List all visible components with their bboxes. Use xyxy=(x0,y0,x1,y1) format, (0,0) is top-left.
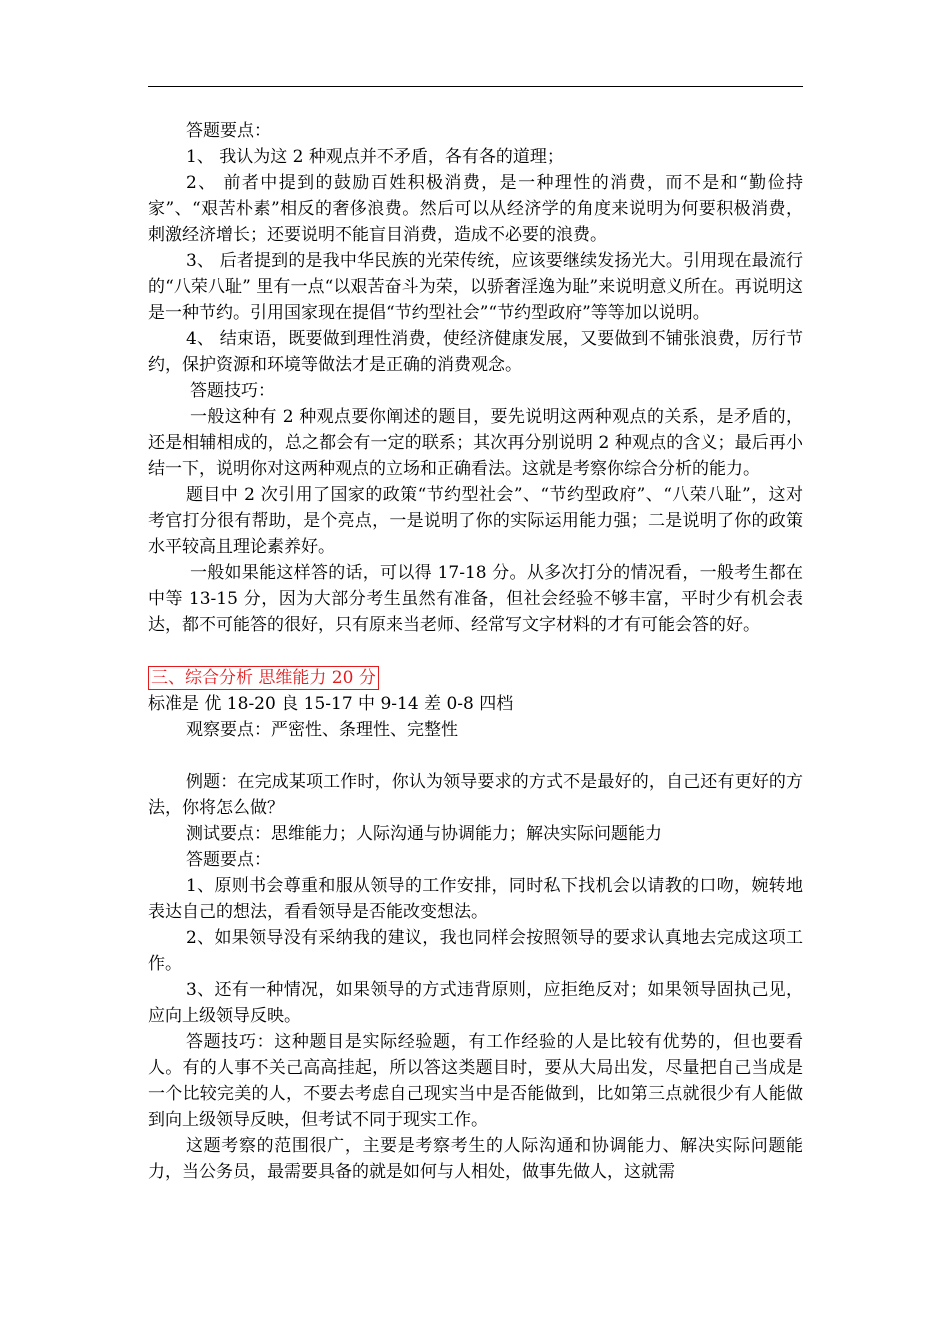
document-body xyxy=(148,118,803,1185)
technique-paragraph-3: 一般如果能这样答的话，可以得 17-18 分。从多次打分的情况看，一般考生都在中等 13-15 分，因为大部分考生虽然有准备，但社会经验不够丰富，平时少有机会表达，都不可能答的很好，只有原来当老师、经常写文字材料的才有可能会答的好。 xyxy=(148,563,803,635)
technique-paragraph-1: 一般这种有 2 种观点要你阐述的题目，要先说明这两种观点的关系，是矛盾的，还是相辅相成的，总之都会有一定的联系；其次再分别说明 2 种观点的含义；最后再小结一下，说明你对这两种观点的立场和正确看法。这就是考察你综合分析的能力。 xyxy=(148,407,803,479)
answer-points-label: 答题要点： xyxy=(186,121,271,141)
section-heading-row xyxy=(148,664,803,691)
section-heading: 三、综合分析 思维能力 20 分 xyxy=(148,666,379,690)
grading-standard: 标准是 优 18-20 良 15-17 中 9-14 差 0-8 四档 xyxy=(148,694,514,714)
answer-point-2-2: 2、如果领导没有采纳我的建议，我也同样会按照领导的要求认真地去完成这项工作。 xyxy=(148,928,803,974)
answer-point-1: 1、 我认为这 2 种观点并不矛盾，各有各的道理； xyxy=(186,147,564,167)
answer-point-2: 2、 前者中提到的鼓励百姓积极消费，是一种理性的消费，而不是和“勤俭持家”、“艰苦朴素”相反的奢侈浪费。然后可以从经济学的角度来说明为何要积极消费，刺激经济增长；还要说明不能盲目消费，造成不必要的浪费。 xyxy=(148,173,803,245)
observation-points: 观察要点：严密性、条理性、完整性 xyxy=(186,720,458,740)
answer-points-label-2: 答题要点： xyxy=(186,850,271,870)
technique-paragraph-2-1: 答题技巧：这种题目是实际经验题，有工作经验的人是比较有优势的，但也要看人。有的人事不关己高高挂起，所以答这类题目时，要从大局出发，尽量把自己当成是一个比较完美的人，不要去考虑自己现实当中是否能做到，比如第三点就很少有人能做到向上级领导反映，但考试不同于现实工作。 xyxy=(148,1032,803,1130)
scope-paragraph: 这题考察的范围很广，主要是考察考生的人际沟通和协调能力、解决实际问题能力，当公务员，最需要具备的就是如何与人相处，做事先做人，这就需 xyxy=(148,1136,803,1182)
example-question: 例题：在完成某项工作时，你认为领导要求的方式不是最好的，自己还有更好的方法，你将怎么做？ xyxy=(148,772,803,818)
technique-label: 答题技巧： xyxy=(190,381,275,401)
header-rule xyxy=(148,86,803,87)
answer-point-2-3: 3、还有一种情况，如果领导的方式违背原则，应拒绝反对；如果领导固执己见，应向上级领导反映。 xyxy=(148,980,803,1026)
answer-point-2-1: 1、原则书会尊重和服从领导的工作安排，同时私下找机会以请教的口吻，婉转地表达自己的想法，看看领导是否能改变想法。 xyxy=(148,876,803,922)
answer-point-3: 3、 后者提到的是我中华民族的光荣传统，应该要继续发扬光大。引用现在最流行的“八荣八耻” 里有一点“以艰苦奋斗为荣，以骄奢淫逸为耻”来说明意义所在。再说明这是一种节约。引用国家现在提倡“节约型社会”“节约型政府”等等加以说明。 xyxy=(148,251,803,323)
test-points: 测试要点：思维能力；人际沟通与协调能力；解决实际问题能力 xyxy=(186,824,662,844)
technique-paragraph-2: 题目中 2 次引用了国家的政策“节约型社会”、“节约型政府”、“八荣八耻”，这对考官打分很有帮助，是个亮点，一是说明了你的实际运用能力强；二是说明了你的政策水平较高且理论素养好。 xyxy=(148,485,803,557)
answer-point-4: 4、 结束语，既要做到理性消费，使经济健康发展，又要做到不铺张浪费，厉行节约，保护资源和环境等做法才是正确的消费观念。 xyxy=(148,329,803,375)
